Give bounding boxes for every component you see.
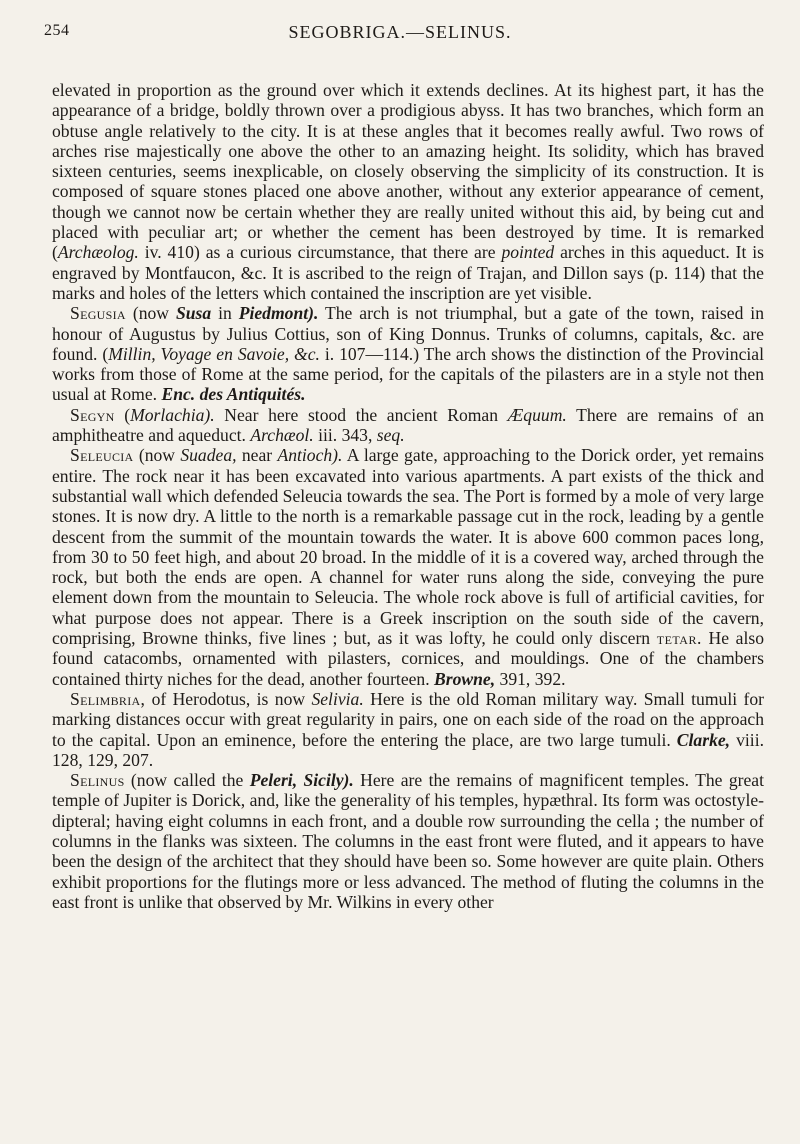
entry-headword: Selimbria, — [70, 688, 146, 709]
paragraph-segobriga-continued: elevated in proportion as the ground over which it extends declines. At its highest part, it has the appearance of a bridge, boldly thrown over a prodigious abyss. It has two branches, which form an obtuse angle relatively to the city. It is at these angles that it becomes really awful. Two rows of arches rise majestically one above the other to an amazing height. Its solidity, which has braved sixteen centuries, seems inexplicable, on closely observing the simplicity of its construction. It is composed of square stones placed one above another, without any exterior appearance of cement, though we cannot now be certain whether they are really united without this aid, by being cut and placed with peculiar art; or whether the cement has been destroyed by time. It is remarked (Archæolog. iv. 410) as a curious circumstance, that there are pointed arches in this aqueduct. It is engraved by Montfaucon, &c. It is ascribed to the reign of Trajan, and Dillon says (p. 114) that the marks and holes of the letters which contained the inscription are yet visible. — [52, 80, 764, 303]
entry-headword: Seleucia — [70, 445, 134, 466]
entry-headword: Selinus — [70, 770, 125, 791]
entry-headword: Segyn — [70, 404, 115, 425]
entry-segusia: Segusia (now Susa in Piedmont). The arch is not triumphal, but a gate of the town, raised in honour of Augustus by Julius Cottius, son of King Donnus. Trunks of columns, capitals, &c. are found. (Millin, Voyage en Savoie, &c. i. 107—114.) The arch shows the distinction of the Provincial works from those of Rome at the same period, for the capitals of the pilasters are in a style not then usual at Rome. Enc. des Antiquités. — [52, 303, 764, 405]
page-number: 254 — [44, 22, 70, 39]
entry-seleucia: Seleucia (now Suadea, near Antioch). A large gate, approaching to the Dorick order, yet remains entire. The rock near it has been excavated into various apartments. A part exists of the thick and substantial wall which defended Seleucia towards the sea. The Port is formed by a mole of very large stones. It is now dry. A little to the north is a remarkable passage cut in the rock, leading by a gentle descent from the summit of the mountain towards the water. It is above 600 common paces long, from 30 to 50 feet high, and about 20 broad. In the middle of it is a covered way, arched through the rock, but both the ends are open. A channel for water runs along the side, conveying the pure element down from the mountain to Seleucia. The whole rock above is full of artificial cavities, for what purpose does not appear. There is a Greek inscription on the south side of the cavern, comprising, Browne thinks, five lines ; but, as it was lofty, he could only discern tetar. He also found catacombs, ornamented with pilasters, cornices, and mouldings. One of the chambers contained thirty niches for the dead, another fourteen. Browne, 391, 392. — [52, 445, 765, 689]
entry-selimbria: Selimbria, of Herodotus, is now Selivia. Here is the old Roman military way. Small tumuli for marking distances occur with great regularity in pairs, one on each side of the road on the approach to the capital. Upon an eminence, before the entering the place, are two large tumuli. Clarke, viii. 128, 129, 207. — [52, 688, 764, 770]
entry-segyn: Segyn (Morlachia). Near here stood the ancient Roman Æquum. There are remains of an amphitheatre and aqueduct. Archæol. iii. 343, seq. — [52, 404, 764, 446]
body-text — [52, 80, 764, 912]
entry-headword: Segusia — [70, 303, 126, 324]
running-head: SEGOBRIGA.—SELINUS. — [288, 22, 512, 42]
entry-selinus: Selinus (now called the Peleri, Sicily). Here are the remains of magnificent temples. The great temple of Jupiter is Dorick, and, like the generality of his temples, hypæthral. Its form was octostyle-dipteral; having eight columns in each front, and a double row surrounding the cella ; the number of columns in the flanks was sixteen. The columns in the east front were fluted, and it appears to have been the design of the architect that they should have been so. Some however are quite plain. Others exhibit proportions for the flutings more or less advanced. The method of fluting the columns in the east front is unlike that observed by Mr. Wilkins in every other — [52, 770, 765, 912]
